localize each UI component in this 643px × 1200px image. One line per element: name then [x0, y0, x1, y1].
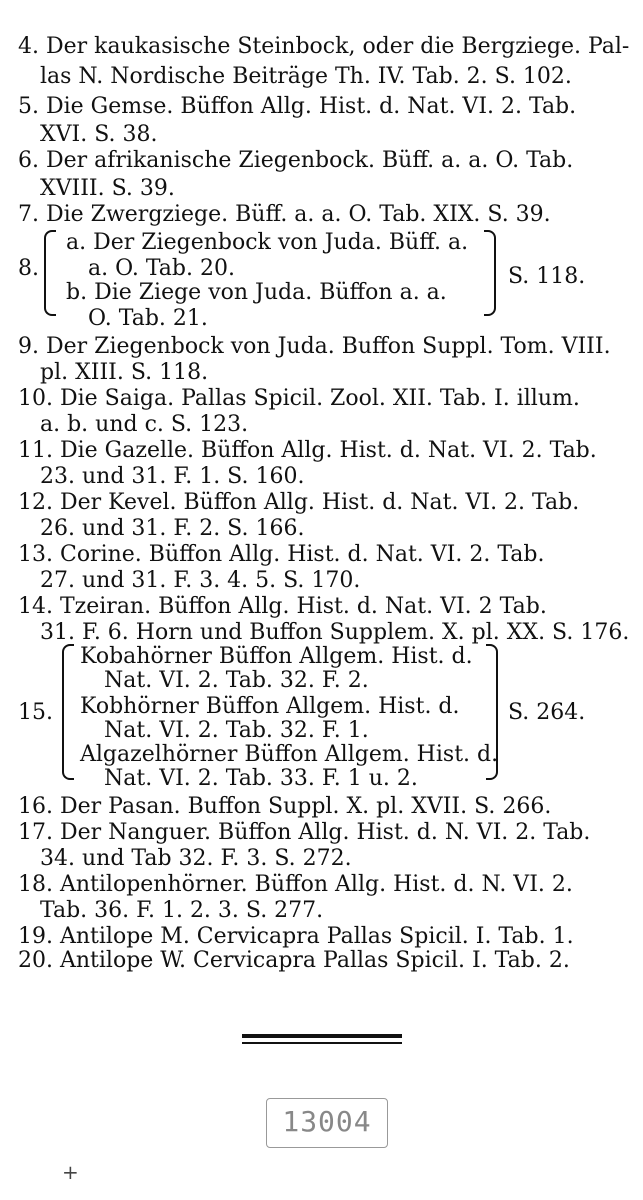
entry-15b-line-2: Nat. VI. 2. Tab. 32. F. 1.: [104, 718, 369, 743]
entry-10-line-1: 10. Die Saiga. Pallas Spicil. Zool. XII. Tab. I. illum.: [18, 386, 580, 411]
entry-17-line-1: 17. Der Nanguer. Büffon Allg. Hist. d. N. VI. 2. Tab.: [18, 820, 591, 845]
closing-rule-thin: [242, 1042, 402, 1044]
entry-8-number: 8.: [18, 256, 39, 281]
entry-6-line-2: XVIII. S. 39.: [40, 176, 175, 201]
entry-10-line-2: a. b. und c. S. 123.: [40, 412, 249, 437]
printers-mark-icon: +: [62, 1160, 79, 1184]
entry-15a-line-2: Nat. VI. 2. Tab. 32. F. 2.: [104, 668, 369, 693]
left-brace: [44, 230, 56, 316]
entry-17-line-2: 34. und Tab 32. F. 3. S. 272.: [40, 846, 352, 871]
entry-8a-line-2: a. O. Tab. 20.: [88, 256, 235, 281]
entry-19: 19. Antilope M. Cervicapra Pallas Spicil. I. Tab. 1.: [18, 924, 574, 949]
entry-6-line-1: 6. Der afrikanische Ziegenbock. Büff. a. a. O. Tab.: [18, 148, 574, 173]
entry-15a-line-1: Kobahörner Büffon Allgem. Hist. d.: [80, 644, 473, 669]
entry-4-line-1: 4. Der kaukasische Steinbock, oder die Bergziege. Pal-: [18, 34, 630, 59]
entry-5-line-2: XVI. S. 38.: [40, 122, 158, 147]
entry-18-line-1: 18. Antilopenhörner. Büffon Allg. Hist. d. N. VI. 2.: [18, 872, 573, 897]
entry-11-line-2: 23. und 31. F. 1. S. 160.: [40, 464, 305, 489]
entry-7: 7. Die Zwergziege. Büff. a. a. O. Tab. XIX. S. 39.: [18, 202, 551, 227]
entry-8b-line-2: O. Tab. 21.: [88, 306, 208, 331]
entry-14-line-1: 14. Tzeiran. Büffon Allg. Hist. d. Nat. VI. 2 Tab.: [18, 594, 547, 619]
entry-12-line-1: 12. Der Kevel. Büffon Allg. Hist. d. Nat. VI. 2. Tab.: [18, 490, 580, 515]
entry-4-line-2: las N. Nordische Beiträge Th. IV. Tab. 2. S. 102.: [40, 64, 572, 89]
entry-12-line-2: 26. und 31. F. 2. S. 166.: [40, 516, 305, 541]
entry-15b-line-1: Kobhörner Büffon Allgem. Hist. d.: [80, 694, 460, 719]
entry-5-line-1: 5. Die Gemse. Büffon Allg. Hist. d. Nat. VI. 2. Tab.: [18, 94, 577, 119]
entry-14-line-2: 31. F. 6. Horn und Buffon Supplem. X. pl. XX. S. 176.: [40, 620, 630, 645]
closing-rule-thick: [242, 1034, 402, 1038]
entry-15-number: 15.: [18, 700, 53, 725]
right-brace: [486, 644, 498, 780]
entry-13-line-2: 27. und 31. F. 3. 4. 5. S. 170.: [40, 568, 361, 593]
right-brace: [484, 230, 496, 316]
entry-18-line-2: Tab. 36. F. 1. 2. 3. S. 277.: [40, 898, 324, 923]
entry-8b-line-1: b. Die Ziege von Juda. Büffon a. a.: [66, 280, 447, 305]
entry-16: 16. Der Pasan. Buffon Suppl. X. pl. XVII. S. 266.: [18, 794, 552, 819]
entry-15-page-ref: S. 264.: [508, 700, 586, 725]
entry-13-line-1: 13. Corine. Büffon Allg. Hist. d. Nat. VI. 2. Tab.: [18, 542, 545, 567]
left-brace: [62, 644, 74, 780]
entry-15c-line-2: Nat. VI. 2. Tab. 33. F. 1 u. 2.: [104, 766, 418, 791]
library-stamp: 13004: [266, 1098, 388, 1148]
entry-8a-line-1: a. Der Ziegenbock von Juda. Büff. a.: [66, 230, 469, 255]
entry-11-line-1: 11. Die Gazelle. Büffon Allg. Hist. d. Nat. VI. 2. Tab.: [18, 438, 597, 463]
entry-9-line-1: 9. Der Ziegenbock von Juda. Buffon Suppl. Tom. VIII.: [18, 334, 611, 359]
entry-15c-line-1: Algazelhörner Büffon Allgem. Hist. d.: [80, 742, 499, 767]
entry-9-line-2: pl. XIII. S. 118.: [40, 360, 209, 385]
entry-20: 20. Antilope W. Cervicapra Pallas Spicil. I. Tab. 2.: [18, 948, 570, 973]
entry-8-page-ref: S. 118.: [508, 264, 586, 289]
